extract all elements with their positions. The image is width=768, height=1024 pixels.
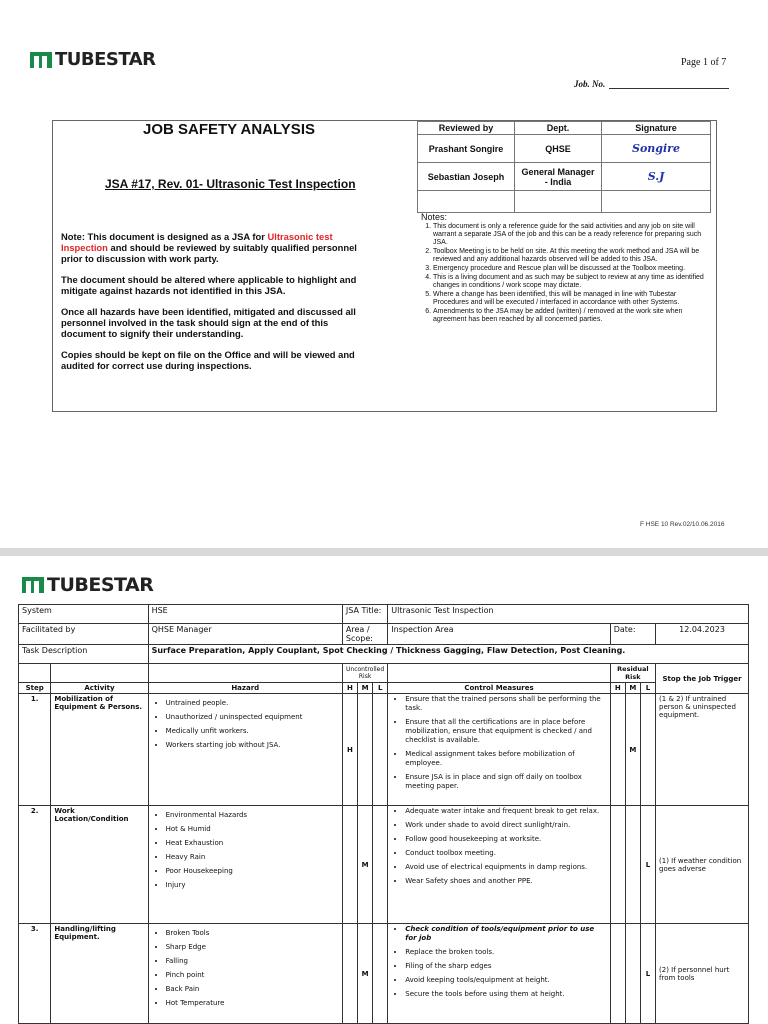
review-header: Dept. [515, 122, 602, 135]
uncontrolled-h [342, 924, 357, 1024]
residual-m [625, 924, 640, 1024]
intro-note-2: The document should be altered where applicable to highlight and mitigate against hazards not identified in this JSA. [61, 274, 357, 296]
form-footer: F HSE 10 Rev.02/10.06.2016 [640, 521, 725, 528]
task-value: Surface Preparation, Apply Couplant, Spot Checking / Thickness Gagging, Flaw Detection, Post Cleaning. [148, 645, 748, 664]
jsa-table [18, 604, 749, 1024]
job-number-field [574, 79, 729, 89]
uncontrolled-m [358, 694, 373, 806]
stop-trigger-header: Stop the Job Trigger [656, 664, 749, 694]
control-list-cell [388, 924, 610, 1024]
hazard-item: • Workers starting job without JSA. [166, 741, 339, 750]
note-item: 1. This document is only a reference guide for the said activities and any job on site will warrant a separate JSA of the job and this can be a ready reference for preparing such JSA. [433, 223, 713, 247]
col-h: H [342, 683, 357, 694]
control-item: • Follow good housekeeping at worksite. [405, 835, 606, 844]
residual-m [625, 806, 640, 924]
jsa-title-label: JSA Title: [342, 605, 387, 624]
reviewer-dept: QHSE [515, 135, 602, 163]
control-item: • Ensure that the trained persons shall be performing the task. [405, 695, 606, 713]
control-item: • Avoid use of electrical equipments in damp regions. [405, 863, 606, 872]
review-header: Reviewed by [418, 122, 515, 135]
control-item: • Conduct toolbox meeting. [405, 849, 606, 858]
stop-trigger: (1) If weather condition goes adverse [656, 806, 749, 924]
activity: Work Location/Condition [51, 806, 148, 924]
hazard-item: • Heat Exhaustion [166, 839, 339, 848]
empty-cell [148, 664, 342, 683]
signature: S.J [602, 163, 711, 191]
tubestar-logo-icon [22, 577, 44, 593]
reviewer-name: Prashant Songire [418, 135, 515, 163]
highlight-text: Ultrasonic test Inspection [61, 231, 333, 253]
control-item: • Wear Safety shoes and another PPE. [405, 877, 606, 886]
table-row [19, 924, 749, 1024]
page-separator [0, 548, 768, 556]
residual-l: L [640, 924, 655, 1024]
hazard-item: • Untrained people. [166, 699, 339, 708]
col-hazard: Hazard [148, 683, 342, 694]
col-m: M [358, 683, 373, 694]
notes-list [421, 223, 713, 324]
intro-note-3: Once all hazards have been identified, mitigated and discussed all personnel involved in the task should sign at the end of this document to signify their understanding. [61, 306, 356, 339]
brand-name: TUBESTAR [55, 49, 156, 70]
uncontrolled-risk-header: Uncontrolled Risk [342, 664, 387, 683]
note-item: 4. This is a living document and as such may be subject to review at any time as identified changes in conditions / work scope may dictate. [433, 274, 713, 290]
control-item: • Avoid keeping tools/equipment at height. [405, 976, 606, 985]
facilitated-label: Facilitated by [19, 624, 149, 645]
reviewer-dept: General Manager - India [515, 163, 602, 191]
control-list-cell [388, 694, 610, 806]
page-title: JOB SAFETY ANALYSIS [143, 121, 315, 138]
empty-cell [19, 664, 51, 683]
date-label: Date: [610, 624, 655, 645]
hazard-list-cell [148, 924, 342, 1024]
uncontrolled-l [373, 806, 388, 924]
stop-trigger: (2) If personnel hurt from tools [656, 924, 749, 1024]
control-item: • Work under shade to avoid direct sunlight/rain. [405, 821, 606, 830]
reviewer-name: Sebastian Joseph [418, 163, 515, 191]
col-h: H [610, 683, 625, 694]
empty-cell [388, 664, 610, 683]
tubestar-logo [22, 574, 153, 596]
uncontrolled-l [373, 694, 388, 806]
col-l: L [640, 683, 655, 694]
control-item: • Medical assignment takes before mobilization of employee. [405, 750, 606, 768]
control-item: • Filing of the sharp edges [405, 962, 606, 971]
empty-cell [515, 191, 602, 213]
uncontrolled-m: M [358, 806, 373, 924]
hazard-item: • Hot & Humid [166, 825, 339, 834]
facilitated-value: QHSE Manager [148, 624, 342, 645]
empty-cell [51, 664, 148, 683]
notes-title: Notes: [421, 212, 448, 222]
notes-section [421, 213, 713, 325]
col-m: M [625, 683, 640, 694]
hazard-item: • Heavy Rain [166, 853, 339, 862]
step-number: 3. [19, 924, 51, 1024]
signature: Songire [602, 135, 711, 163]
uncontrolled-m: M [358, 924, 373, 1024]
jsa-subtitle: JSA #17, Rev. 01- Ultrasonic Test Inspection [105, 177, 356, 191]
job-number-label: Job. No. [574, 79, 606, 89]
area-value: Inspection Area [388, 624, 610, 645]
hazard-item: • Hot Temperature [166, 999, 339, 1008]
control-item: • Replace the broken tools. [405, 948, 606, 957]
control-item: • Check condition of tools/equipment prior to use for job [405, 925, 606, 943]
hazard-item: • Poor Housekeeping [166, 867, 339, 876]
system-value: HSE [148, 605, 342, 624]
intro-note-4: Copies should be kept on file on the Office and will be viewed and audited for correct use during inspections. [61, 349, 355, 371]
residual-h [610, 806, 625, 924]
empty-cell [602, 191, 711, 213]
residual-h [610, 924, 625, 1024]
hazard-item: • Pinch point [166, 971, 339, 980]
jsa-cover-box [52, 120, 717, 412]
uncontrolled-l [373, 924, 388, 1024]
stop-trigger: (1 & 2) If untrained person & uninspected equipment. [656, 694, 749, 806]
note-item: 2. Toolbox Meeting is to be held on site. At this meeting the work method and JSA will be reviewed and any additional hazards observed will be added to this JSA. [433, 248, 713, 264]
residual-h [610, 694, 625, 806]
residual-l [640, 694, 655, 806]
system-label: System [19, 605, 149, 624]
review-header: Signature [602, 122, 711, 135]
page-number: Page 1 of 7 [681, 57, 727, 68]
jsa-title-value: Ultrasonic Test Inspection [388, 605, 749, 624]
tubestar-logo-icon [30, 52, 52, 68]
hazard-item: • Medically unfit workers. [166, 727, 339, 736]
control-item: • Secure the tools before using them at height. [405, 990, 606, 999]
job-number-line [609, 88, 729, 89]
col-l: L [373, 683, 388, 694]
residual-l: L [640, 806, 655, 924]
step-number: 2. [19, 806, 51, 924]
date-value: 12.04.2023 [656, 624, 749, 645]
residual-m: M [625, 694, 640, 806]
empty-cell [418, 191, 515, 213]
activity: Handling/lifting Equipment. [51, 924, 148, 1024]
review-table [417, 121, 711, 213]
hazard-item: • Broken Tools [166, 929, 339, 938]
control-item: • Ensure JSA is in place and sign off daily on toolbox meeting paper. [405, 773, 606, 791]
control-item: • Adequate water intake and frequent break to get relax. [405, 807, 606, 816]
activity: Mobilization of Equipment & Persons. [51, 694, 148, 806]
hazard-list-cell [148, 806, 342, 924]
note-item: 5. Where a change has been identified, this will be managed in line with Tubestar Procedures and will be executed / interfaced in accordance with other Systems. [433, 291, 713, 307]
area-label: Area / Scope: [342, 624, 387, 645]
hazard-item: • Sharp Edge [166, 943, 339, 952]
hazard-item: • Falling [166, 957, 339, 966]
uncontrolled-h [342, 806, 357, 924]
col-control: Control Measures [388, 683, 610, 694]
task-label: Task Description [19, 645, 149, 664]
intro-note-1: Note: This document is designed as a JSA for Ultrasonic test Inspection and should be reviewed by suitably qualified personnel prior to discussion with work party. [61, 231, 357, 264]
hazard-list-cell [148, 694, 342, 806]
hazard-item: • Back Pain [166, 985, 339, 994]
residual-risk-header: Residual Risk [610, 664, 655, 683]
note-item: 6. Amendments to the JSA may be added (written) / removed at the work site when agreement has been reached by all concerned parties. [433, 308, 713, 324]
tubestar-logo [30, 49, 156, 70]
control-item: • Ensure that all the certifications are in place before mobilization, ensure that equipment is checked / and checklist is available. [405, 718, 606, 745]
step-number: 1. [19, 694, 51, 806]
note-item: 3. Emergency procedure and Rescue plan will be discussed at the Toolbox meeting. [433, 265, 713, 273]
hazard-item: • Unauthorized / uninspected equipment [166, 713, 339, 722]
table-row [19, 806, 749, 924]
col-activity: Activity [51, 683, 148, 694]
table-row [19, 694, 749, 806]
uncontrolled-h: H [342, 694, 357, 806]
hazard-item: • Injury [166, 881, 339, 890]
brand-name: TUBESTAR [47, 574, 154, 596]
col-step: Step [19, 683, 51, 694]
hazard-item: • Environmental Hazards [166, 811, 339, 820]
control-list-cell [388, 806, 610, 924]
intro-notes [61, 231, 371, 381]
